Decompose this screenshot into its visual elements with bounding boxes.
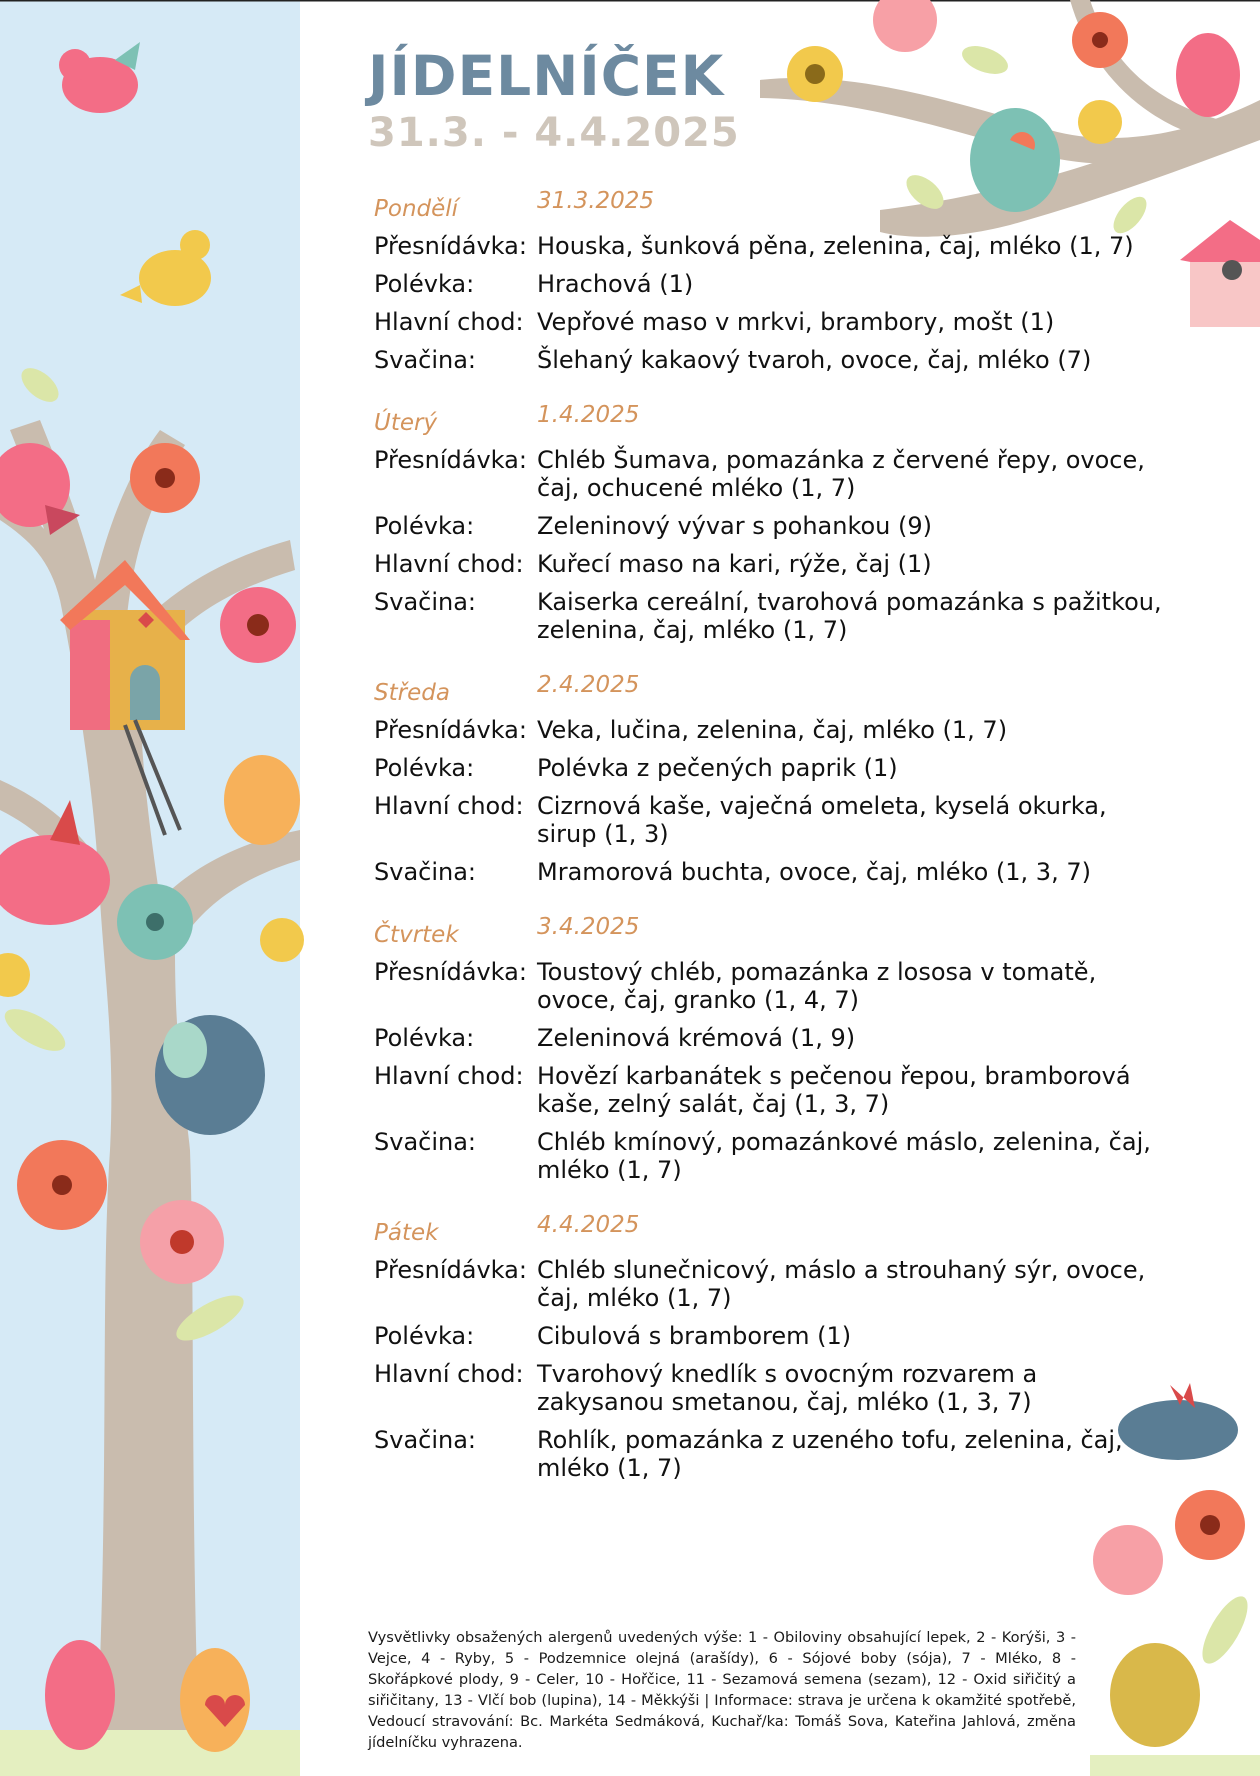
meal-text: Cibulová s bramborem (1) — [537, 1322, 852, 1350]
meal-row — [374, 716, 1164, 744]
meal-row — [374, 1256, 1164, 1312]
meal-row — [374, 1062, 1164, 1118]
bird-icon — [155, 1015, 265, 1135]
meal-label: Svačina: — [374, 858, 477, 886]
meal-text: Mramorová buchta, ovoce, čaj, mléko (1, 3, 7) — [537, 858, 1091, 886]
meal-text: Chléb Šumava, pomazánka z červené řepy, ovoce, čaj, ochucené mléko (1, 7) — [537, 446, 1145, 502]
meal-label: Polévka: — [374, 270, 475, 298]
day-date: 3.4.2025 — [537, 914, 640, 940]
meal-row — [374, 1024, 1164, 1052]
meal-text: Chléb kmínový, pomazánkové máslo, zelenina, čaj, mléko (1, 7) — [537, 1128, 1151, 1184]
meal-row — [374, 270, 1164, 298]
meal-label: Přesnídávka: — [374, 716, 527, 744]
meal-label: Svačina: — [374, 346, 477, 374]
birdhouse-icon — [1180, 220, 1260, 327]
day-wednesday — [374, 672, 1164, 886]
meal-text: Tvarohový knedlík s ovocným rozvarem a zakysanou smetanou, čaj, mléko (1, 3, 7) — [537, 1360, 1038, 1416]
flower-icon — [130, 443, 200, 513]
leaf-icon — [1194, 1590, 1256, 1670]
meal-row — [374, 232, 1164, 260]
meal-row — [374, 346, 1164, 374]
meal-text: Zeleninová krémová (1, 9) — [537, 1024, 856, 1052]
day-tuesday — [374, 402, 1164, 644]
meal-row — [374, 1426, 1164, 1482]
meal-text: Polévka z pečených paprik (1) — [537, 754, 898, 782]
meal-row — [374, 858, 1164, 886]
meal-row — [374, 754, 1164, 782]
meal-label: Polévka: — [374, 1322, 475, 1350]
flower-icon — [220, 587, 296, 663]
meal-text: Hovězí karbanátek s pečenou řepou, bramborová kaše, zelný salát, čaj (1, 3, 7) — [537, 1062, 1131, 1118]
meal-label: Přesnídávka: — [374, 1256, 527, 1284]
flower-icon — [17, 1140, 107, 1230]
day-date: 4.4.2025 — [537, 1212, 640, 1238]
meal-text: Toustový chléb, pomazánka z lososa v tomatě, ovoce, čaj, granko (1, 4, 7) — [537, 958, 1097, 1014]
days-list — [374, 188, 1164, 1510]
meal-row — [374, 308, 1164, 336]
meal-row — [374, 1128, 1164, 1184]
meal-text: Houska, šunková pěna, zelenina, čaj, mléko (1, 7) — [537, 232, 1134, 260]
meal-text: Cizrnová kaše, vaječná omeleta, kyselá okurka, sirup (1, 3) — [537, 792, 1107, 848]
bird-icon — [224, 755, 300, 845]
meal-label: Hlavní chod: — [374, 308, 524, 336]
meal-row — [374, 446, 1164, 502]
bird-icon — [45, 1640, 115, 1750]
meal-label: Polévka: — [374, 512, 475, 540]
meal-text: Kuřecí maso na kari, rýže, čaj (1) — [537, 550, 932, 578]
meal-label: Polévka: — [374, 1024, 475, 1052]
meal-text: Zeleninový vývar s pohankou (9) — [537, 512, 933, 540]
day-monday — [374, 188, 1164, 374]
meal-label: Hlavní chod: — [374, 792, 524, 820]
page-title: JÍDELNÍČEK — [368, 44, 725, 108]
meal-label: Přesnídávka: — [374, 958, 527, 986]
meal-text: Chléb slunečnicový, máslo a strouhaný sýr, ovoce, čaj, mléko (1, 7) — [537, 1256, 1146, 1312]
meal-text: Kaiserka cereální, tvarohová pomazánka s pažitkou, zelenina, čaj, mléko (1, 7) — [537, 588, 1162, 644]
day-name: Úterý — [374, 410, 438, 436]
flower-icon — [1093, 1525, 1163, 1595]
bird-icon — [180, 1648, 250, 1752]
day-date: 2.4.2025 — [537, 672, 640, 698]
meal-row — [374, 588, 1164, 644]
day-date: 1.4.2025 — [537, 402, 640, 428]
meal-label: Svačina: — [374, 1426, 477, 1454]
meal-row — [374, 1322, 1164, 1350]
meal-text: Hrachová (1) — [537, 270, 694, 298]
meal-row — [374, 1360, 1164, 1416]
meal-text: Vepřové maso v mrkvi, brambory, mošt (1) — [537, 308, 1055, 336]
meal-row — [374, 512, 1164, 540]
meal-row — [374, 792, 1164, 848]
meal-label: Svačina: — [374, 1128, 477, 1156]
meal-text: Rohlík, pomazánka z uzeného tofu, zelenina, čaj, mléko (1, 7) — [537, 1426, 1123, 1482]
meal-text: Šlehaný kakaový tvaroh, ovoce, čaj, mléko (7) — [537, 346, 1092, 374]
meal-label: Polévka: — [374, 754, 475, 782]
allergen-legend: Vysvětlivky obsažených alergenů uvedených výše: 1 - Obiloviny obsahující lepek, 2 - Korýši, 3 - Vejce, 4 - Ryby, 5 - Podzemnice olejná (arašídy), 6 - Sójové boby (sója), 7 - Mléko, 8 - Skořápkové plody, 9 - Celer, 10 - Hořčice, 11 - Sezamová semena (sezam), 12 - Oxid siřičitý a siřičitany, 13 - Vlčí bob (lupina), 14 - Měkkýši | Informace: strava je určena k okamžité spotřebě, Vedoucí stravování: Bc. Markéta Sedmáková, Kuchař/ka: Tomáš Sova, Kateřina Jahlová, změna jídelníčku vyhrazena. — [368, 1629, 1076, 1751]
flower-icon — [117, 884, 193, 960]
meal-label: Přesnídávka: — [374, 446, 527, 474]
meal-row — [374, 958, 1164, 1014]
flower-icon — [1072, 12, 1128, 68]
day-friday — [374, 1212, 1164, 1482]
flower-icon — [1175, 1490, 1245, 1560]
bird-icon — [1110, 1643, 1200, 1747]
meal-label: Svačina: — [374, 588, 477, 616]
flower-icon — [1078, 100, 1122, 144]
day-thursday — [374, 914, 1164, 1184]
bird-icon — [1176, 33, 1240, 117]
flower-icon — [787, 46, 843, 102]
day-name: Čtvrtek — [374, 922, 459, 948]
date-range: 31.3. - 4.4.2025 — [368, 110, 740, 156]
flower-icon — [873, 0, 937, 52]
meal-label: Hlavní chod: — [374, 1360, 524, 1388]
meal-label: Hlavní chod: — [374, 550, 524, 578]
meal-text: Veka, lučina, zelenina, čaj, mléko (1, 7) — [537, 716, 1008, 744]
meal-row — [374, 550, 1164, 578]
meal-label: Hlavní chod: — [374, 1062, 524, 1090]
day-date: 31.3.2025 — [537, 188, 655, 214]
day-name: Středa — [374, 680, 450, 706]
flower-icon — [140, 1200, 224, 1284]
day-name: Pondělí — [374, 196, 459, 222]
day-name: Pátek — [374, 1220, 439, 1246]
meal-label: Přesnídávka: — [374, 232, 527, 260]
